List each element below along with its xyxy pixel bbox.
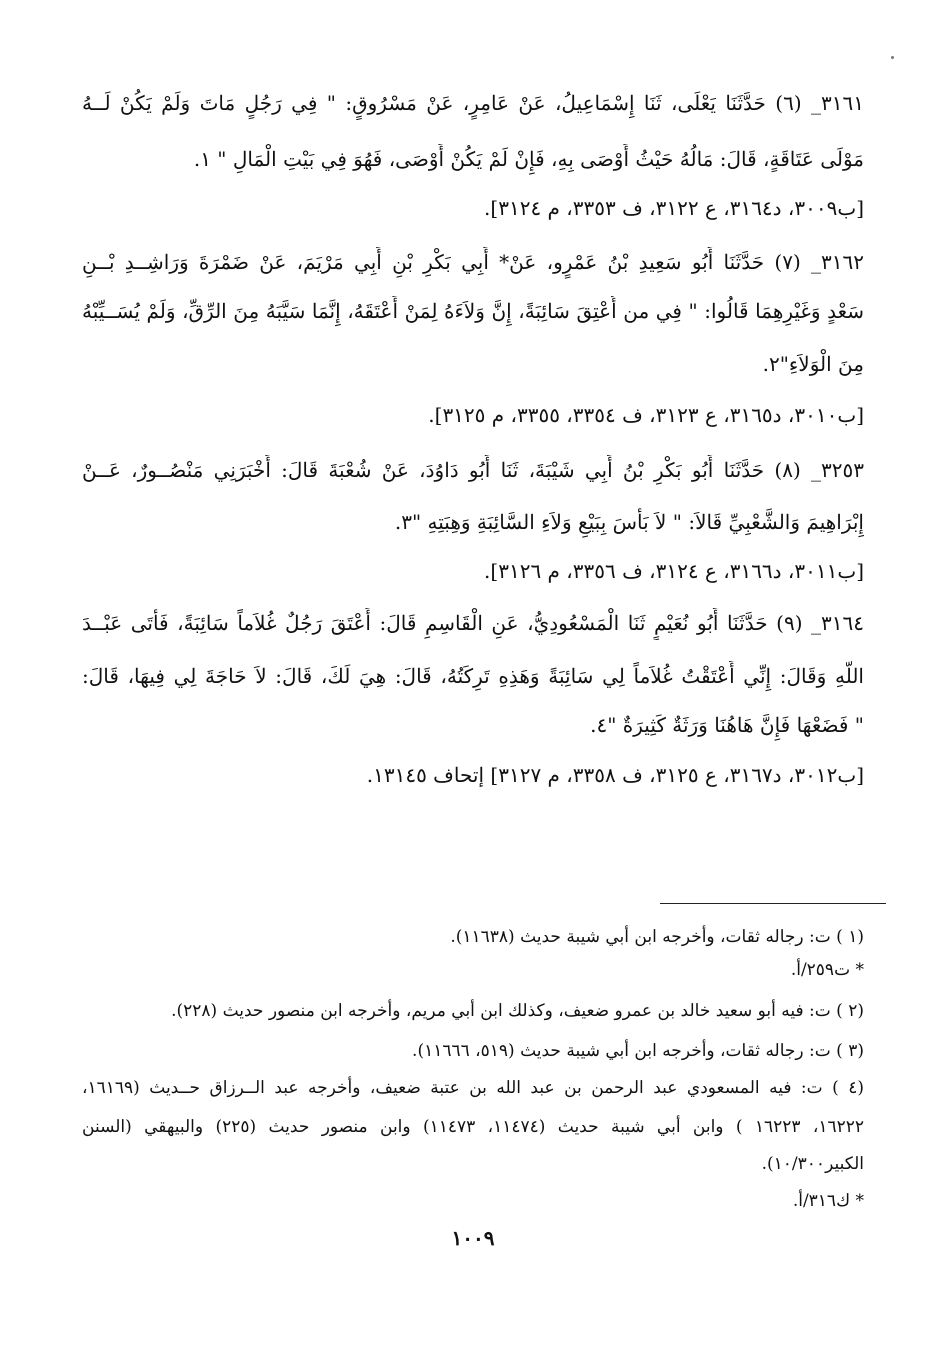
hadith-2-line-2: سَعْدٍ وَغَيْرِهِمَا قَالُوا: " فِي من أُعْتِقَ سَائِبَةً، إِنَّ وَلاَءَهُ لِمَنْ أَعْتَقَهُ، إِنَّمَا سَيَّبَهُ مِنَ الرِّقِّ، وَلَمْ يُسَــيِّبْهُ (82, 299, 864, 323)
hadith-1-reference: [ب٣٠٠٩، د٣١٦٤، ع ٣١٢٢، ف ٣٣٥٣، م ٣١٢٤]. (484, 196, 864, 220)
footnote-marker-2: * ك٣١٦/أ. (792, 1191, 864, 1211)
hadith-3-line-1: ٣٢٥٣_ (٨) حَدَّثَنَا أَبُو بَكْرِ بْنُ أَبِي شَيْبَةَ، ثَنَا أَبُو دَاوُدَ، عَنْ شُعْبَةَ قَالَ: أَخْبَرَنِي مَنْصُــورٌ، عَــنْ (82, 458, 864, 482)
hadith-1-line-2: مَوْلَى عَتَاقَةٍ، قَالَ: مَالُهُ حَيْثُ أَوْصَى بِهِ، فَإِنْ لَمْ يَكُنْ أَوْصَى، فَهُوَ فِي بَيْتِ الْمَالِ " ١. (193, 147, 864, 171)
footnote-3: (٣ ) ت: رجاله ثقات، وأخرجه ابن أبي شيبة حديث (٥١٩، ١١٦٦٦). (412, 1041, 864, 1061)
hadith-2-line-1: ٣١٦٢_ (٧) حَدَّثَنَا أَبُو سَعِيدِ بْنُ عَمْرٍو، عَنْ* أَبِي بَكْرِ بْنِ أَبِي مَرْيَمَ، عَنْ ضَمْرَةَ وَرَاشِــدِ بْــنِ (82, 250, 864, 274)
footnote-separator (660, 903, 886, 904)
footnote-4-line-3: الكبير١٠/٣٠٠). (761, 1154, 864, 1174)
hadith-2-reference: [ب٣٠١٠، د٣١٦٥، ع ٣١٢٣، ف ٣٣٥٤، ٣٣٥٥، م ٣١٢٥]. (428, 403, 864, 427)
page-number: ١٠٠٩ (451, 1226, 495, 1250)
footnote-2: (٢ ) ت: فيه أبو سعيد خالد بن عمرو ضعيف، وكذلك ابن أبي مريم، وأخرجه ابن منصور حديث (٢٢٨). (171, 1001, 864, 1021)
footnote-marker-1: * ت٢٥٩/أ. (790, 960, 864, 980)
scan-speck (891, 56, 894, 59)
footnote-1: (١ ) ت: رجاله ثقات، وأخرجه ابن أبي شيبة حديث (١١٦٣٨). (450, 927, 864, 947)
hadith-1-line-1: ٣١٦١_ (٦) حَدَّثَنَا يَعْلَى، ثَنَا إِسْمَاعِيلُ، عَنْ عَامِرٍ، عَنْ مَسْرُوقٍ: " فِي رَجُلٍ مَاتَ وَلَمْ يَكُنْ لَــهُ (82, 91, 864, 115)
hadith-3-reference: [ب٣٠١١، د٣١٦٦، ع ٣١٢٤، ف ٣٣٥٦، م ٣١٢٦]. (484, 559, 864, 583)
hadith-4-line-1: ٣١٦٤_ (٩) حَدَّثَنَا أَبُو نُعَيْمٍ ثَنَا الْمَسْعُودِيُّ، عَنِ الْقَاسِمِ قَالَ: أَعْتَقَ رَجُلٌ غُلاَماً سَائِبَةً، فَأَتَى عَبْــدَ (82, 611, 864, 635)
footnote-4-line-2: ١٦٢٢٢، ١٦٢٢٣ ) وابن أبي شيبة حديث (١١٤٧٤، ١١٤٧٣) وابن منصور حديث (٢٢٥) والبيهقي (السنن (82, 1117, 864, 1137)
hadith-3-line-2: إِبْرَاهِيمَ وَالشَّعْبِيِّ قَالاَ: " لاَ بَأْسَ بِبَيْعِ وَلاَءِ السَّائِبَةِ وَهِبَتِهِ "٣. (394, 510, 864, 534)
footnote-4-line-1: (٤ ) ت: فيه المسعودي عبد الرحمن بن عبد الله بن عتبة ضعيف، وأخرجه عبد الــرزاق حــديث (١٦١٦٩، (82, 1078, 864, 1098)
hadith-4-line-2: اللَّهِ وَقَالَ: إِنِّي أَعْتَقْتُ غُلاَماً لِي سَائِبَةً وَهَذِهِ تَرِكَتُهُ، قَالَ: هِيَ لَكَ، قَالَ: لاَ حَاجَةَ لِي فِيهَا، قَالَ: (82, 664, 864, 688)
hadith-4-line-3: " فَضَعْهَا فَإِنَّ هَاهُنَا وَرَثَةٌ كَثِيرَةٌ "٤. (590, 713, 864, 737)
hadith-2-line-3: مِنَ الْوَلاَءِ"٢. (762, 352, 864, 376)
hadith-4-reference: [ب٣٠١٢، د٣١٦٧، ع ٣١٢٥، ف ٣٣٥٨، م ٣١٢٧] إتحاف ١٣١٤٥. (366, 763, 864, 787)
